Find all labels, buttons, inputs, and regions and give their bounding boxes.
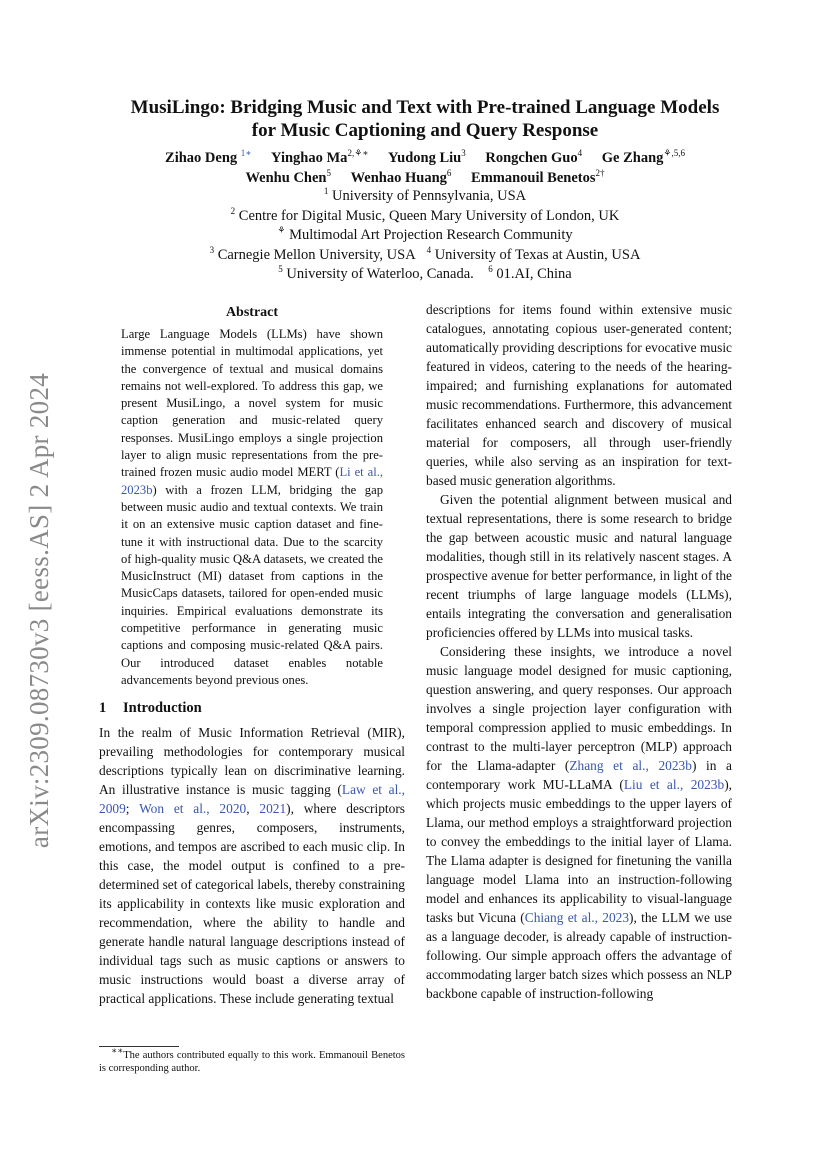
author: Rongchen Guo$^4$: [485, 148, 583, 166]
arxiv-id: arXiv:2309.08730v3 [eess.AS] 2 Apr 2024: [24, 372, 55, 848]
right-column: [426, 300, 732, 1003]
author: Emmanouil Benetos$^{2\dagger}$: [471, 168, 605, 186]
author-mark: 2†: [595, 168, 605, 179]
paper-title: [80, 96, 770, 142]
author: Yudong Liu$^3$: [388, 148, 466, 166]
citation-link[interactable]: 2021: [259, 801, 287, 817]
author: Wenhu Chen$^5$: [245, 168, 331, 186]
abstract-heading: Abstract: [225, 305, 279, 320]
author: Yinghao $Ma^{2,⚘∗}$: [271, 148, 369, 166]
left-column: [99, 304, 405, 1008]
author: Ge Zhang$^{⚘,5,6}$: [601, 148, 685, 166]
author-mark: 6: [446, 168, 452, 179]
title-line-1: MusiLingo: Bridging Music and Text with Pre-trained Language Models: [130, 97, 720, 118]
footnote: ∗∗The authors contributed equally to this work. Emmanouil Benetos is corresponding author.: [99, 1045, 405, 1074]
citation-link[interactable]: Chiang et al., 2023: [524, 910, 630, 925]
body-paragraph: Considering these insights, we introduce a novel music language model designed for music captioning, question answering, and query responses. Our approach involves a single projection layer configuration with temporal compression applied to music embeddings. In contrast to the multi-layer perceptron (MLP) approach for the Llama-adapter (Zhang et al., 2023b) in a contemporary work MU-LLaMA (Liu et al., 2023b), which projects music embeddings to the upper layers of Llama, our method employs a straightforward projection to convey the embeddings to the initial layer of Llama. The Llama adapter is designed for finetuning the vanilla language model Llama into an instruction-following model and enhances its applicability to visual-language tasks but Vicuna (Chiang et al., 2023), the LLM we use as a language decoder, is already capable of instruction-following. Our simple approach offers the advantage of accommodating larger batch sizes which possess an NLP backbone capable of instruction-following: [426, 644, 733, 1001]
title-line-2: for Music Captioning and Query Response: [251, 120, 599, 141]
author-mark: 1∗: [240, 148, 252, 159]
affiliation: ⚘ Multimodal Art Projection Research Community: [277, 225, 573, 243]
affiliation: $^3$ Carnegie Mellon University, USA $^4$ University of Texas at Austin, USA: [209, 244, 641, 263]
citation-link[interactable]: Zhang et al., 2023b: [569, 758, 692, 773]
body-paragraph: descriptions for items found within extensive music catalogues, annotating copious user-generated content; automatically providing descriptions for evocative music featured in videos, catering to the needs of the hearing-impaired; and furnishing explanations for automated music recommendations. Furthermore, this advancement facilitates enhanced search and discovery of musical material for composers, all through user-friendly queries, while also serving as an inspiration for text-based music generation algorithms.: [426, 302, 732, 488]
citation-link[interactable]: Won et al., 2020: [139, 801, 247, 817]
arxiv-watermark: [18, 360, 62, 860]
abstract-text: Large Language Models (LLMs) have shown immense potential in multimodal applications, yet the convergence of textual and musical domains remains not well-explored. To address this gap, we present MusiLingo, a novel system for music caption generation and music-related query responses. MusiLingo employs a single projection layer to align music representations from the pre-trained frozen music audio model MERT (Li et al., 2023b) with a frozen LLM, bridging the gap between music audio and textual contexts. We train it on an extensive music caption dataset and fine-tune it with instructional data. Due to the scarcity of high-quality music Q&A datasets, we created the MusicInstruct (MI) dataset from captions in the MusicCaps datasets, tailored for open-ended music inquiries. Empirical evaluations demonstrate its competitive performance in generating music captions and composing music-related Q&A pairs. Our introduced dataset enables notable advancements beyond previous ones.: [121, 327, 384, 687]
citation-link[interactable]: Law et al., 2009: [99, 782, 406, 817]
affiliation-list: [80, 187, 770, 285]
affiliation: $^5$ University of Waterloo, Canada. $^6$ 01.AI, China: [278, 264, 572, 282]
author-mark: 5: [326, 168, 331, 179]
author: Zihao Deng $^{1∗}$: [165, 148, 252, 166]
citation-link[interactable]: Liu et al., 2023b: [623, 777, 725, 792]
affiliation: $^1$ University of Pennsylvania, USA: [323, 186, 527, 204]
author-row-2: [80, 168, 770, 188]
intro-paragraph: In the realm of Music Information Retrieval (MIR), prevailing methodologies for contemporary musical descriptions typically lean on discriminative learning. An illustrative instance is music tagging (Law et al., 2009; Won et al., 2020, 2021), where descriptors encompassing genres, composers, instruments, emotions, and tempos are ascribed to each music clip. In this case, the model output is confined to a pre-determined set of categorical labels, thereby constraining its applicability in contexts like music exploration and recommendation, where the ability to handle and generate handle natural language descriptions instead of individual tags such as music captions or answers to music instructions would boast a diverse array of practical applications. These include generating textual: [99, 725, 406, 1007]
author-mark: ⚘,5,6: [663, 148, 685, 159]
affiliation: $^2$ Centre for Digital Music, Queen Mary University of London, UK: [230, 205, 620, 224]
author-mark: 4: [577, 148, 583, 159]
body-paragraph: Given the potential alignment between musical and textual representations, there is some research to bridge the gap between acoustic music and natural language modalities, though still in its relatively nascent stages. A prospective avenue for better performance, in light of the recent triumphs of large language models (LLMs), entails integrating the conversation and generalisation proficiencies offered by LLMs into musical tasks.: [426, 492, 732, 640]
author-list: [80, 148, 770, 188]
author-mark: 2,⚘∗: [347, 148, 369, 159]
citation-link[interactable]: Li et al., 2023b: [121, 465, 384, 497]
section-heading: 1 Introduction: [99, 700, 202, 717]
author-row-1: [80, 148, 770, 168]
author-mark: 3: [461, 148, 466, 159]
author: Wenhao Huang$^6$: [350, 168, 452, 186]
